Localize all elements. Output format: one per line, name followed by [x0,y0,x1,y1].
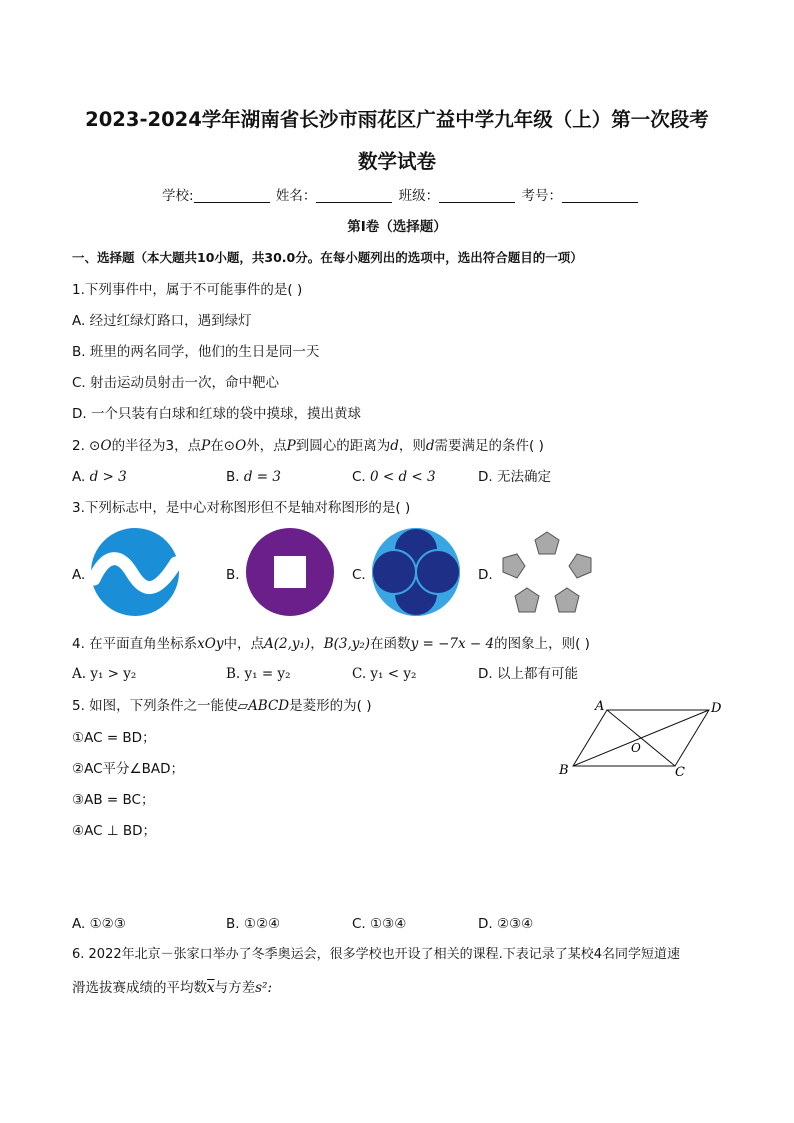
q1-option-c: C. 射击运动员射击一次，命中靶心 [72,375,280,391]
q4-option-a: A. y₁ > y₂ [72,666,137,682]
class-label: 班级： [398,188,440,204]
q3-label-b: B. [226,567,240,583]
q1-option-a: A. 经过红绿灯路口，遇到绿灯 [72,313,252,329]
school-blank[interactable] [194,188,270,203]
part1-title: 第I卷（选择题） [347,219,447,235]
exam-number-blank[interactable] [562,188,638,203]
school-label: 学校: [162,188,194,204]
exam-number-label: 考号： [521,188,562,204]
vertex-a-label: A [595,699,605,714]
square-in-circle-icon [245,527,335,617]
q1-stem: 1.下列事件中，属于不可能事件的是( ) [72,282,303,298]
q5-condition-4: ④AC ⊥ BD； [72,823,157,839]
q3-label-c: C. [352,567,366,583]
parallelogram-figure [555,698,725,780]
q5-option-b: B. ①②④ [226,916,281,932]
section-heading: 一、选择题（本大题共10小题，共30.0分。在每小题列出的选项中，选出符合题目的一项） [72,250,583,265]
q5-condition-1: ①AC = BD； [72,730,156,746]
vertex-d-label: D [711,701,722,716]
q5-stem: 5. 如图，下列条件之一能使▱ABCD是菱形的为( ) [72,698,372,714]
name-label: 姓名： [275,188,317,204]
q6-line1: 6. 2022年北京－张家口举办了冬季奥运会，很多学校也开设了相关的课程.下表记录了某校4名同学短道速 [72,947,681,962]
q5-option-d: D. ②③④ [478,916,534,932]
q1-option-d: D. 一个只装有白球和红球的袋中摸球，摸出黄球 [72,406,361,422]
q4-option-b: B. y₁ = y₂ [226,666,291,682]
q3-stem: 3.下列标志中，是中心对称图形但不是轴对称图形的是( ) [72,500,411,516]
q2-option-a: A. d > 3 [72,469,127,485]
four-petal-circle-icon [371,527,461,617]
q3-label-a: A. [72,567,86,583]
q4-stem: 4. 在平面直角坐标系xOy中，点A(2,y₁)，B(3,y₂)在函数y = −7x − 4的图象上，则( ) [72,636,590,652]
q5-option-a: A. ①②③ [72,916,126,932]
class-blank[interactable] [439,188,515,203]
exam-title-line2: 数学试卷 [357,150,436,173]
vertex-b-label: B [559,763,569,778]
q2-stem: 2. ⊙O的半径为3，点P在⊙O外，点P到圆心的距离为d，则d需要满足的条件( ) [72,438,544,454]
info-fields [162,188,640,204]
exam-title-line1: 2023-2024学年湖南省长沙市雨花区广益中学九年级（上）第一次段考 [85,108,709,131]
q4-option-d: D. 以上都有可能 [478,666,578,682]
center-o-label: O [631,741,641,755]
q2-option-d: D. 无法确定 [478,469,551,485]
q6-line2: 滑选拔赛成绩的平均数$\overline{x}$与方差s²: [72,980,273,996]
q2-option-b: B. d = 3 [226,469,281,485]
q2-option-c: C. 0 < d < 3 [352,469,436,485]
wave-circle-icon [90,527,180,617]
vertex-c-label: C [675,765,685,780]
name-blank[interactable] [316,188,392,203]
q5-condition-2: ②AC平分∠BAD； [72,761,185,777]
q3-label-d: D. [478,567,493,583]
q1-option-b: B. 班里的两名同学，他们的生日是同一天 [72,344,320,360]
q4-option-c: C. y₁ < y₂ [352,666,417,682]
five-pentagon-ring-icon [497,530,597,620]
q5-option-c: C. ①③④ [352,916,407,932]
q5-condition-3: ③AB = BC； [72,792,155,808]
